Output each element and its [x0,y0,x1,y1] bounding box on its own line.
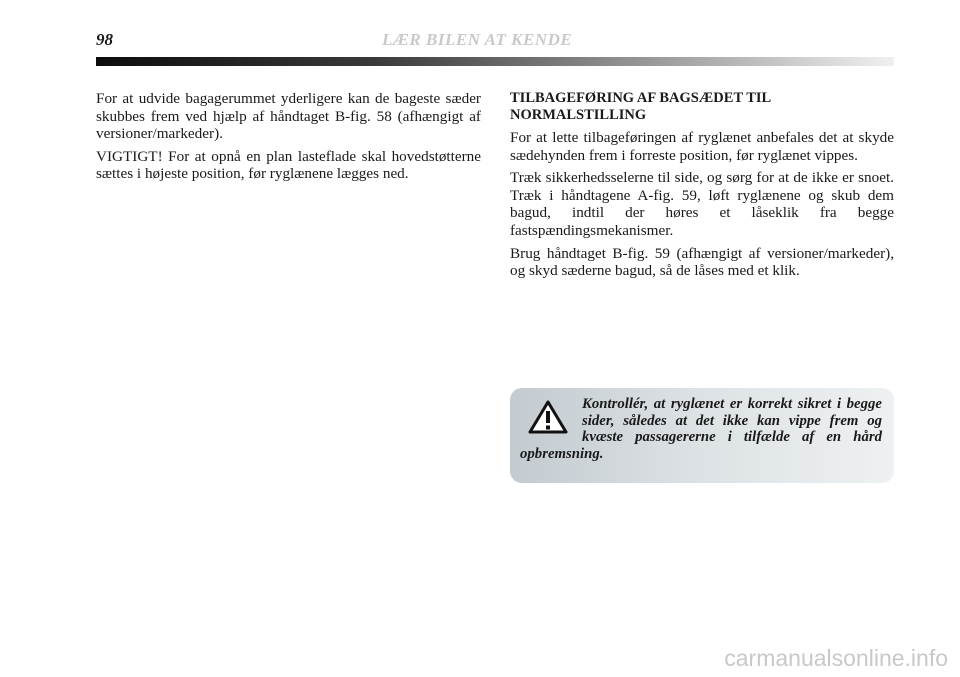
warning-triangle-icon [528,400,568,434]
paragraph: Træk sikkerhedsselerne til side, og sørg for at de ikke er snoet. Træk i håndtagene A-fig. 59, løft ryglænene og skub dem bagud, indtil der høres et låseklik fra begge fastspændingsmekanismer. [510,169,894,239]
page-number: 98 [96,30,113,49]
watermark: carmanualsonline.info [724,645,948,671]
warning-box [510,388,894,483]
left-column [96,90,481,188]
section-heading-line: NORMALSTILLING [510,106,647,123]
paragraph: VIGTIGT! For at opnå en plan lasteflade skal hovedstøtterne sættes i højeste position, før ryglænene lægges ned. [96,147,481,183]
right-column [510,90,894,285]
running-title: LÆR BILEN AT KENDE [382,30,573,49]
header-rule [96,57,894,66]
warning-text: Kontrollér, at ryglænet er korrekt sikret i begge sider, således at det ikke kan vippe frem og kvæste passagererne i tilfælde af en hård opbremsning. [520,396,882,462]
paragraph: Brug håndtaget B-fig. 59 (afhængigt af versioner/markeder), og skyd sæderne bagud, så de låses med et klik. [510,244,894,280]
section-heading [510,90,894,123]
paragraph: For at udvide bagagerummet yderligere kan de bageste sæder skubbes frem ved hjælp af håndtaget B-fig. 58 (afhængigt af versioner/markeder). [96,90,481,143]
section-heading-line: TILBAGEFØRING AF BAGSÆDET TIL [510,90,772,106]
paragraph: For at lette tilbageføringen af ryglænet anbefales det at skyde sædehynden frem i forreste position, før ryglænet vippes. [510,129,894,164]
